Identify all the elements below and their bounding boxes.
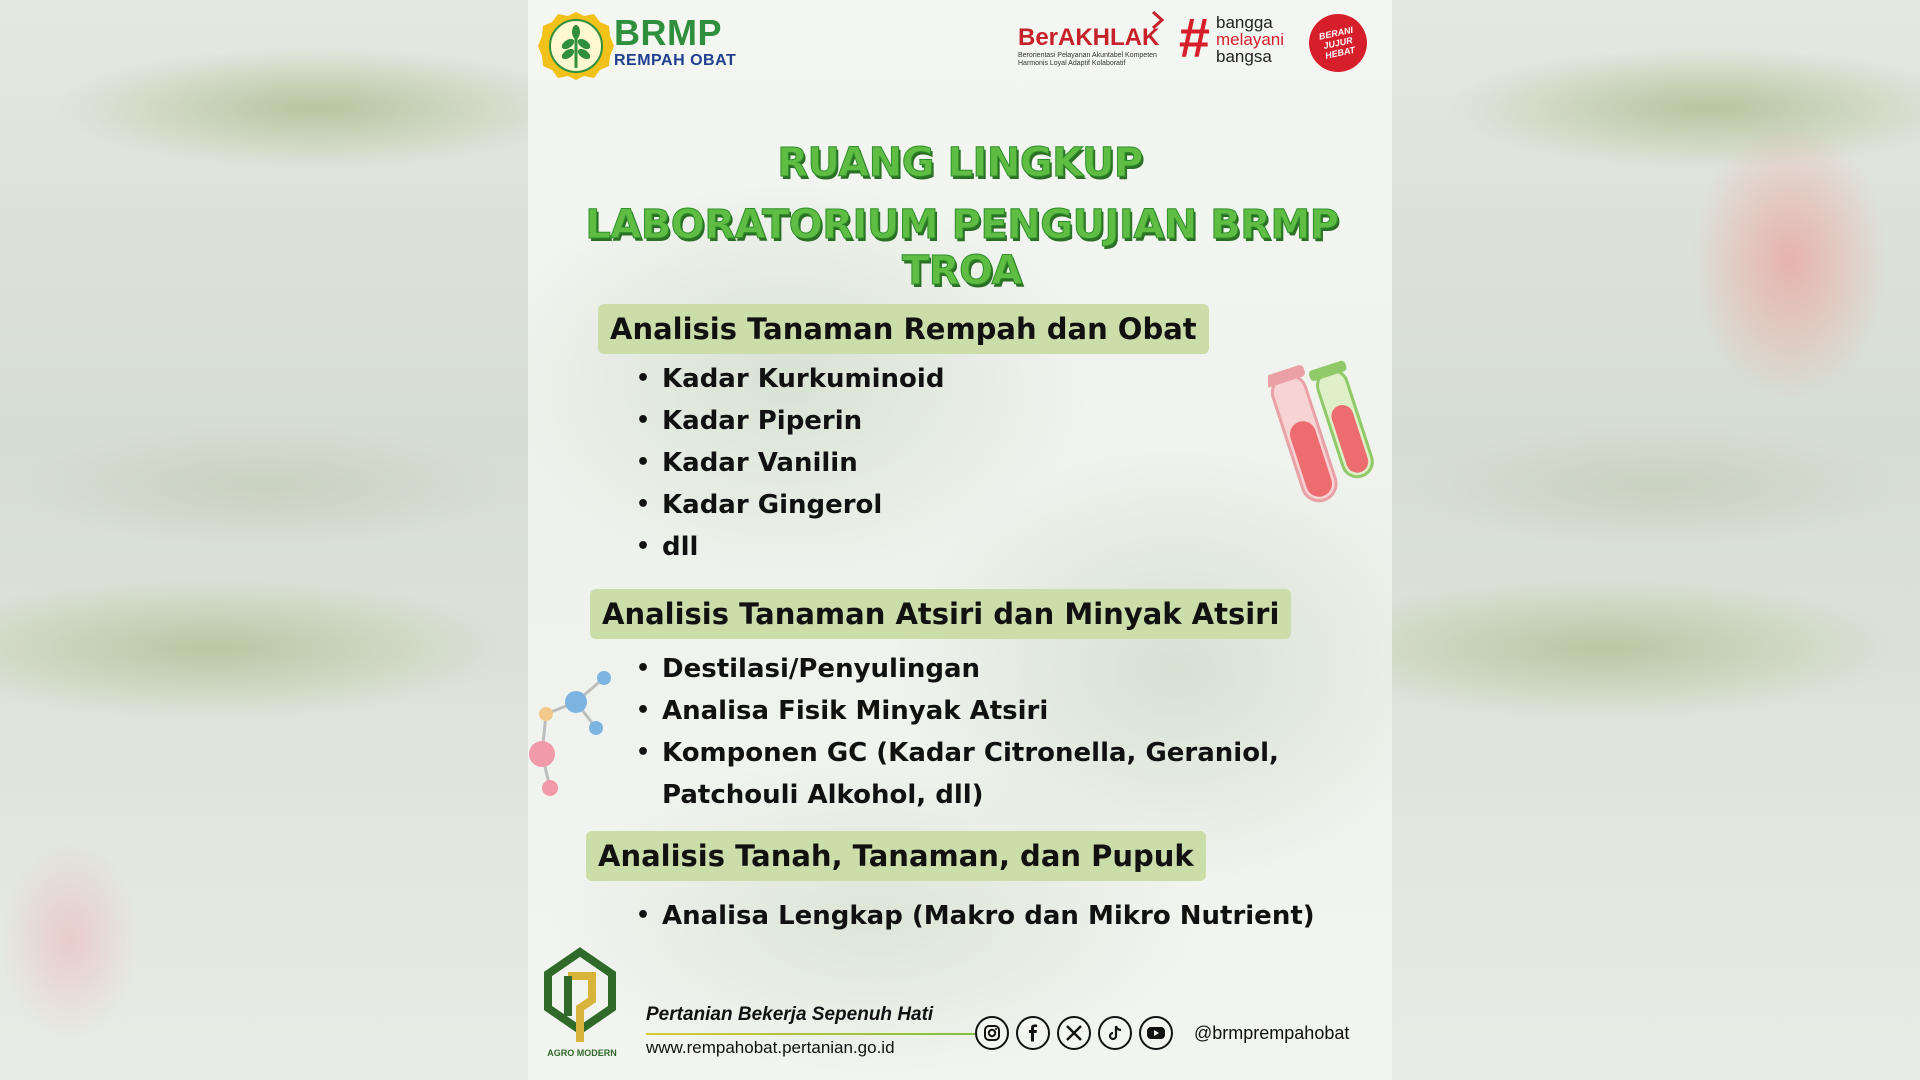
berakhlak-logo: BerAKHLAK: [1018, 24, 1160, 51]
molecule-icon: [528, 664, 628, 804]
list-item: • Analisa Fisik Minyak Atsiri: [636, 690, 1279, 732]
footer-divider: [646, 1033, 992, 1035]
instagram-icon[interactable]: [975, 1016, 1009, 1050]
background-right: [1392, 0, 1920, 1080]
section-heading-atsiri: Analisis Tanaman Atsiri dan Minyak Atsiri: [590, 589, 1291, 639]
section-list-tanah-pupuk: [636, 895, 1315, 937]
hashtag-mark: #: [1178, 6, 1210, 69]
x-icon[interactable]: [1057, 1016, 1091, 1050]
list-item: • dll: [636, 526, 944, 568]
background-left: [0, 0, 528, 1080]
page-title-line-1: RUANG LINGKUP: [777, 140, 1143, 186]
agro-modern-label: AGRO MODERN: [547, 1048, 617, 1058]
tiktok-icon[interactable]: [1098, 1016, 1132, 1050]
list-item: • Kadar Piperin: [636, 400, 944, 442]
bangga-melayani-bangsa-logo: [1216, 14, 1316, 65]
website-link[interactable]: www.rempahobat.pertanian.go.id: [646, 1038, 895, 1057]
brand-name: BRMP: [614, 12, 722, 53]
bangga-line-2: melayani: [1216, 30, 1285, 49]
list-item: • Destilasi/Penyulingan: [636, 648, 1279, 690]
facebook-icon[interactable]: [1016, 1016, 1050, 1050]
social-icons: [975, 1016, 1173, 1050]
list-item: • Kadar Kurkuminoid: [636, 358, 944, 400]
berakhlak-chevron-icon: [1150, 10, 1166, 30]
bangga-line-3: bangsa: [1216, 47, 1272, 66]
brand-subtitle: REMPAH OBAT: [614, 52, 737, 69]
list-item-continuation: Patchouli Alkohol, dll): [662, 780, 984, 810]
footer-slogan: Pertanian Bekerja Sepenuh Hati: [646, 1004, 934, 1025]
youtube-icon[interactable]: [1139, 1016, 1173, 1050]
list-item: • Kadar Vanilin: [636, 442, 944, 484]
list-item: • Kadar Gingerol: [636, 484, 944, 526]
section-list-atsiri: [636, 648, 1279, 816]
section-heading-tanah-pupuk: Analisis Tanah, Tanaman, dan Pupuk: [586, 831, 1206, 881]
list-item: [636, 732, 1279, 816]
berakhlak-tagline: Berorientasi Pelayanan Akuntabel Kompeten Harmonis Loyal Adaptif Kolaboratif: [1018, 52, 1157, 67]
bangga-line-1: bangga: [1216, 13, 1273, 32]
section-heading-rempah-obat: Analisis Tanaman Rempah dan Obat: [598, 304, 1209, 354]
brmp-logo-icon: [538, 10, 614, 82]
section-list-rempah-obat: [636, 358, 944, 568]
social-handle[interactable]: @brmprempahobat: [1194, 1023, 1350, 1043]
list-item-text: Komponen GC (Kadar Citronella, Geraniol,: [662, 738, 1279, 768]
test-tubes-icon: [1268, 360, 1388, 520]
agro-modern-logo-icon: [540, 946, 620, 1046]
poster: [528, 0, 1392, 1080]
list-item: • Analisa Lengkap (Makro dan Mikro Nutrient): [636, 895, 1315, 937]
page-title-line-2: LABORATORIUM PENGUJIAN BRMP TROA: [585, 202, 1339, 294]
berani-jujur-hebat-badge: BERANI JUJUR HEBAT: [1304, 9, 1373, 78]
